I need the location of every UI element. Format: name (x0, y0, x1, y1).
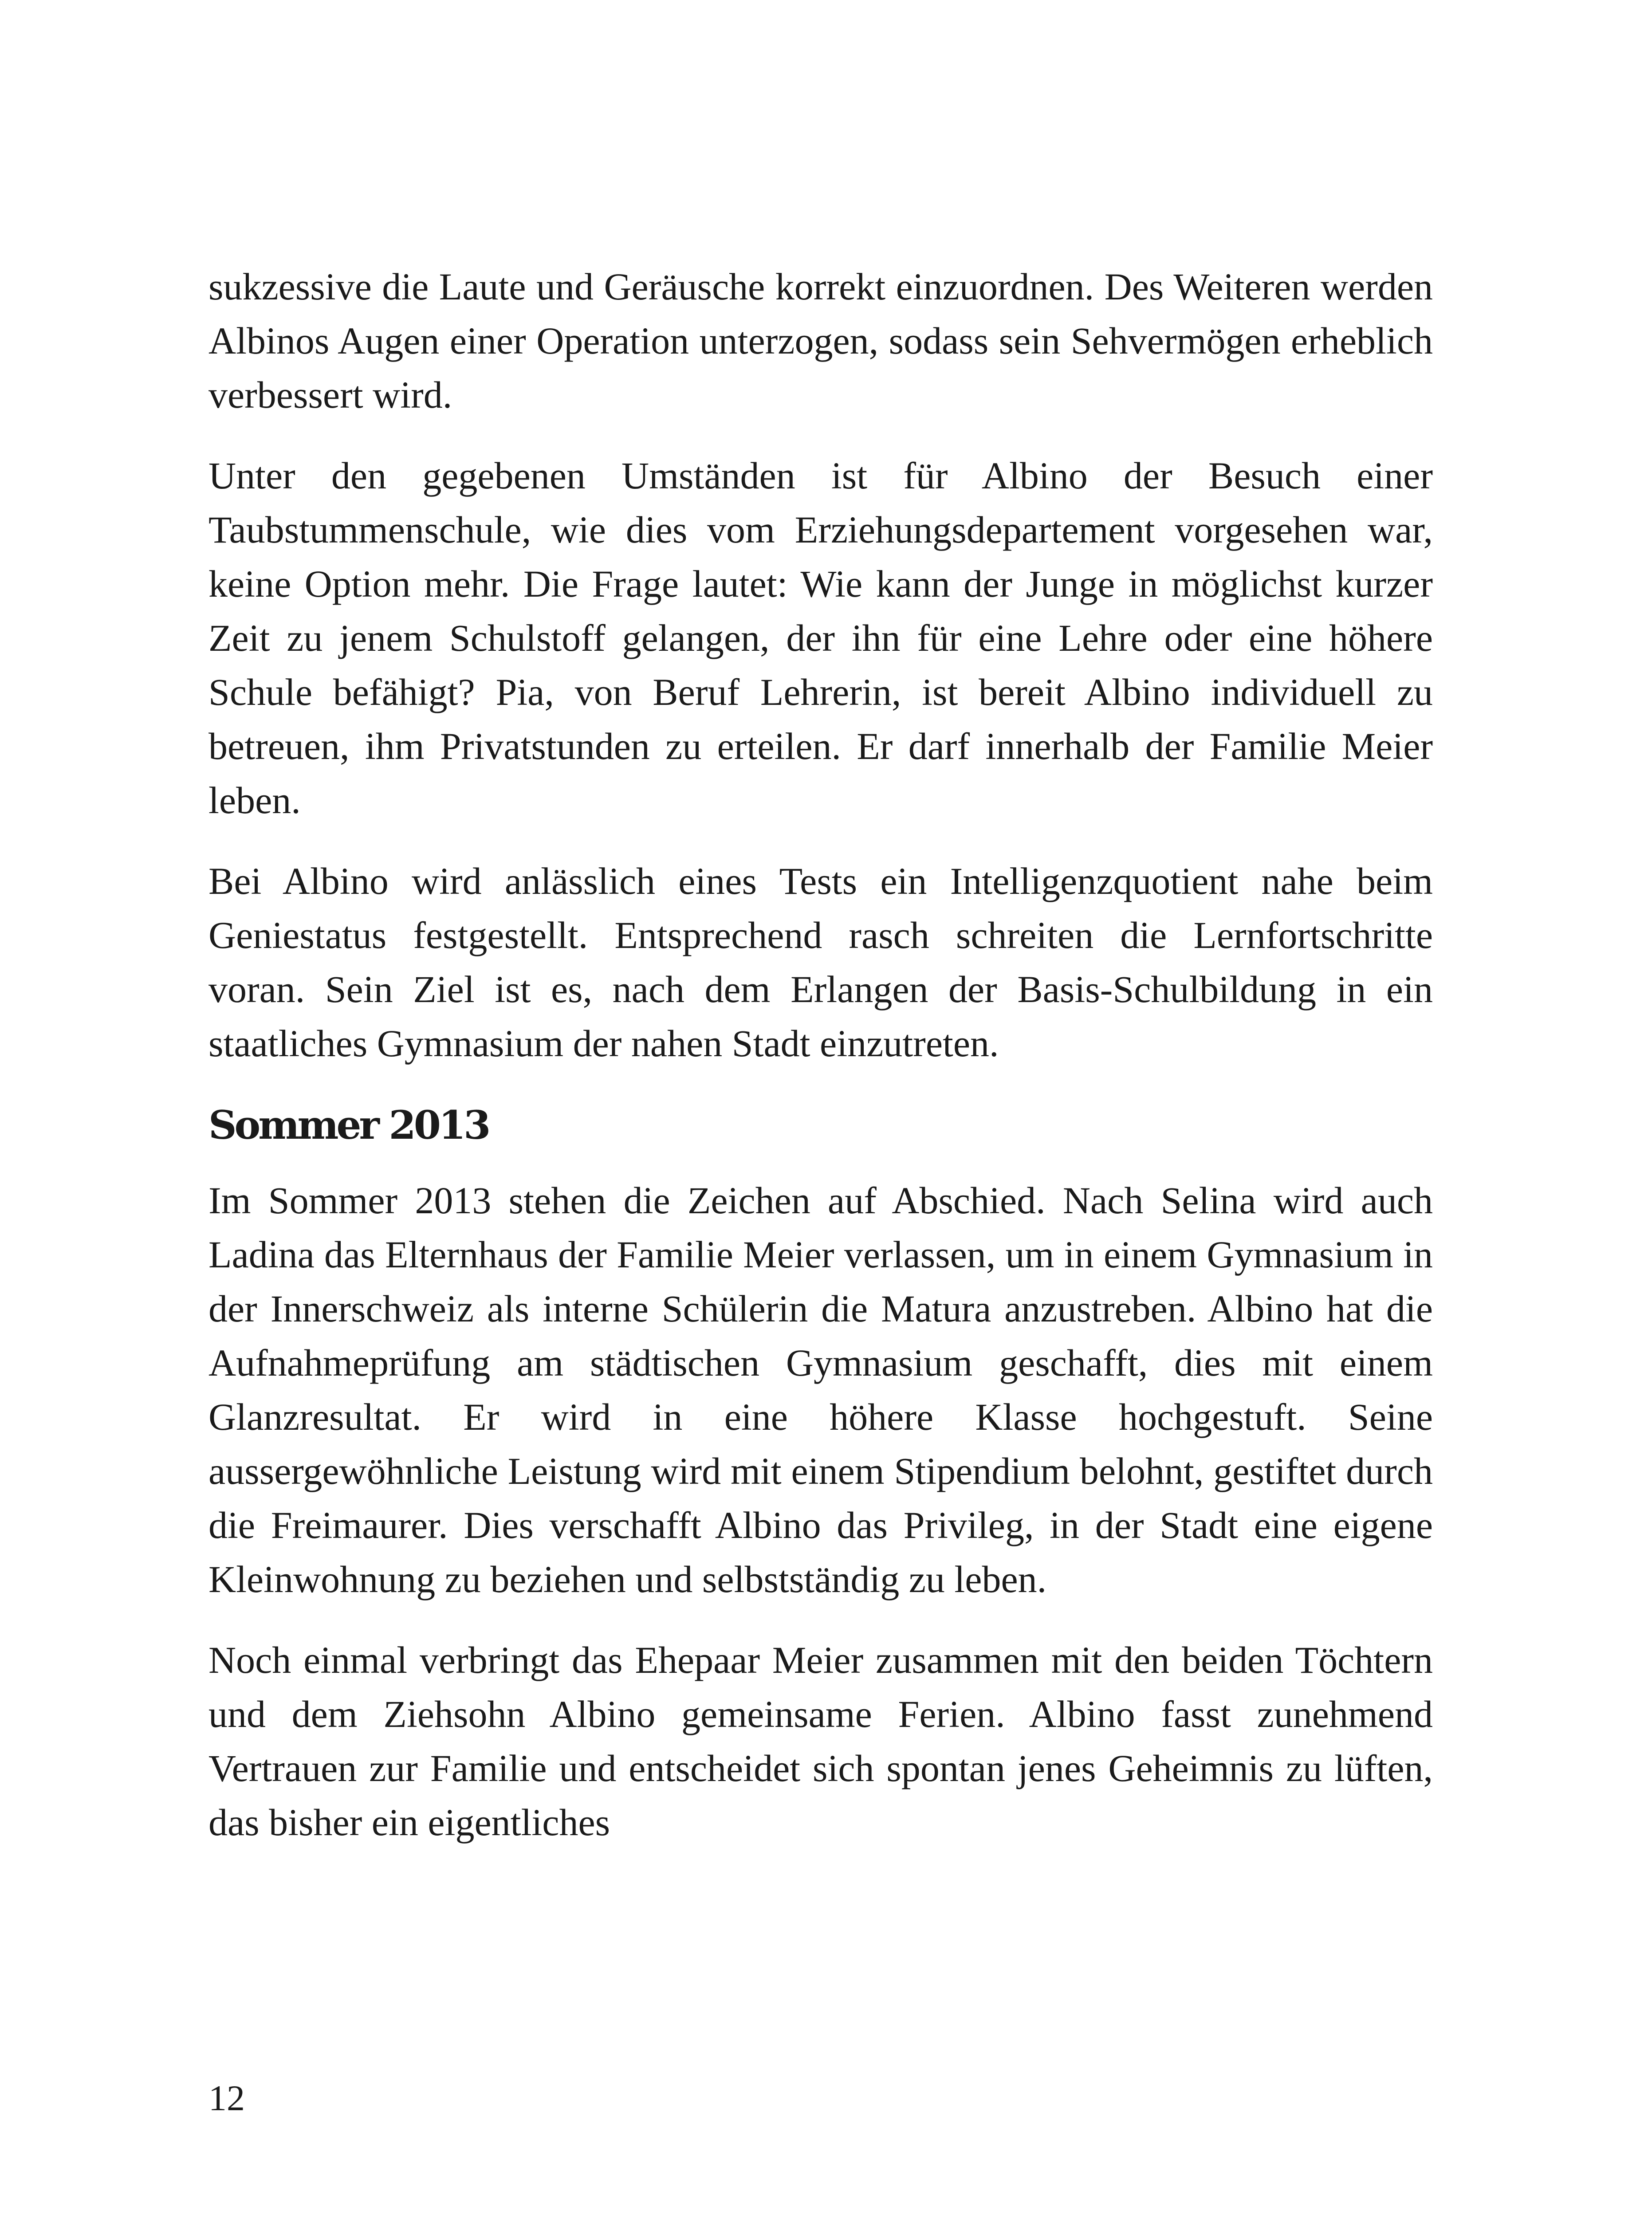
page-number: 12 (208, 2078, 245, 2118)
paragraph: Unter den gegebenen Umständen ist für Albino der Besuch einer Taubstummenschule, wie dies vom Erziehungsdepartement vorgesehen war, keine Option mehr. Die Frage lautet: Wie kann der Junge in möglichst kurzer Zeit zu jenem Schulstoff gelangen, der ihn für eine Lehre oder eine höhere Schule befähigt? Pia, von Beruf Lehrerin, ist bereit Albino individuell zu betreuen, ihm Privatstunden zu erteilen. Er darf innerhalb der Familie Meier leben. (208, 454, 1433, 822)
paragraph: Bei Albino wird anlässlich eines Tests ein Intelligenzquotient nahe beim Geniestatus festgestellt. Entsprechend rasch schreiten die Lernfortschritte voran. Sein Ziel ist es, nach dem Erlangen der Basis-Schulbildung in ein staatliches Gymnasium der nahen Stadt einzutreten. (208, 860, 1433, 1065)
paragraph: sukzessive die Laute und Geräusche korrekt einzuordnen. Des Weiteren werden Albinos Augen einer Operation unterzogen, sodass sein Sehvermögen erheblich verbessert wird. (208, 265, 1433, 416)
paragraph: Noch einmal verbringt das Ehepaar Meier zusammen mit den beiden Töchtern und dem Ziehsohn Albino gemeinsame Ferien. Albino fasst zunehmend Vertrauen zur Familie und entscheidet sich spontan jenes Geheimnis zu lüften, das bisher ein eigentliches (208, 1639, 1433, 1844)
paragraph: Im Sommer 2013 stehen die Zeichen auf Abschied. Nach Selina wird auch Ladina das Elternhaus der Familie Meier verlassen, um in einem Gymnasium in der Innerschweiz als interne Schülerin die Matura anzustreben. Albino hat die Aufnahmeprüfung am städtischen Gymnasium geschafft, dies mit einem Glanzresultat. Er wird in eine höhere Klasse hochgestuft. Seine aussergewöhnliche Leistung wird mit einem Stipendium belohnt, gestiftet durch die Freimaurer. Dies verschafft Albino das Privileg, in der Stadt eine eigene Kleinwohnung zu beziehen und selbstständig zu leben. (208, 1179, 1433, 1601)
body-text (208, 260, 1433, 1849)
section-heading: Sommer 2013 (208, 1102, 489, 1148)
